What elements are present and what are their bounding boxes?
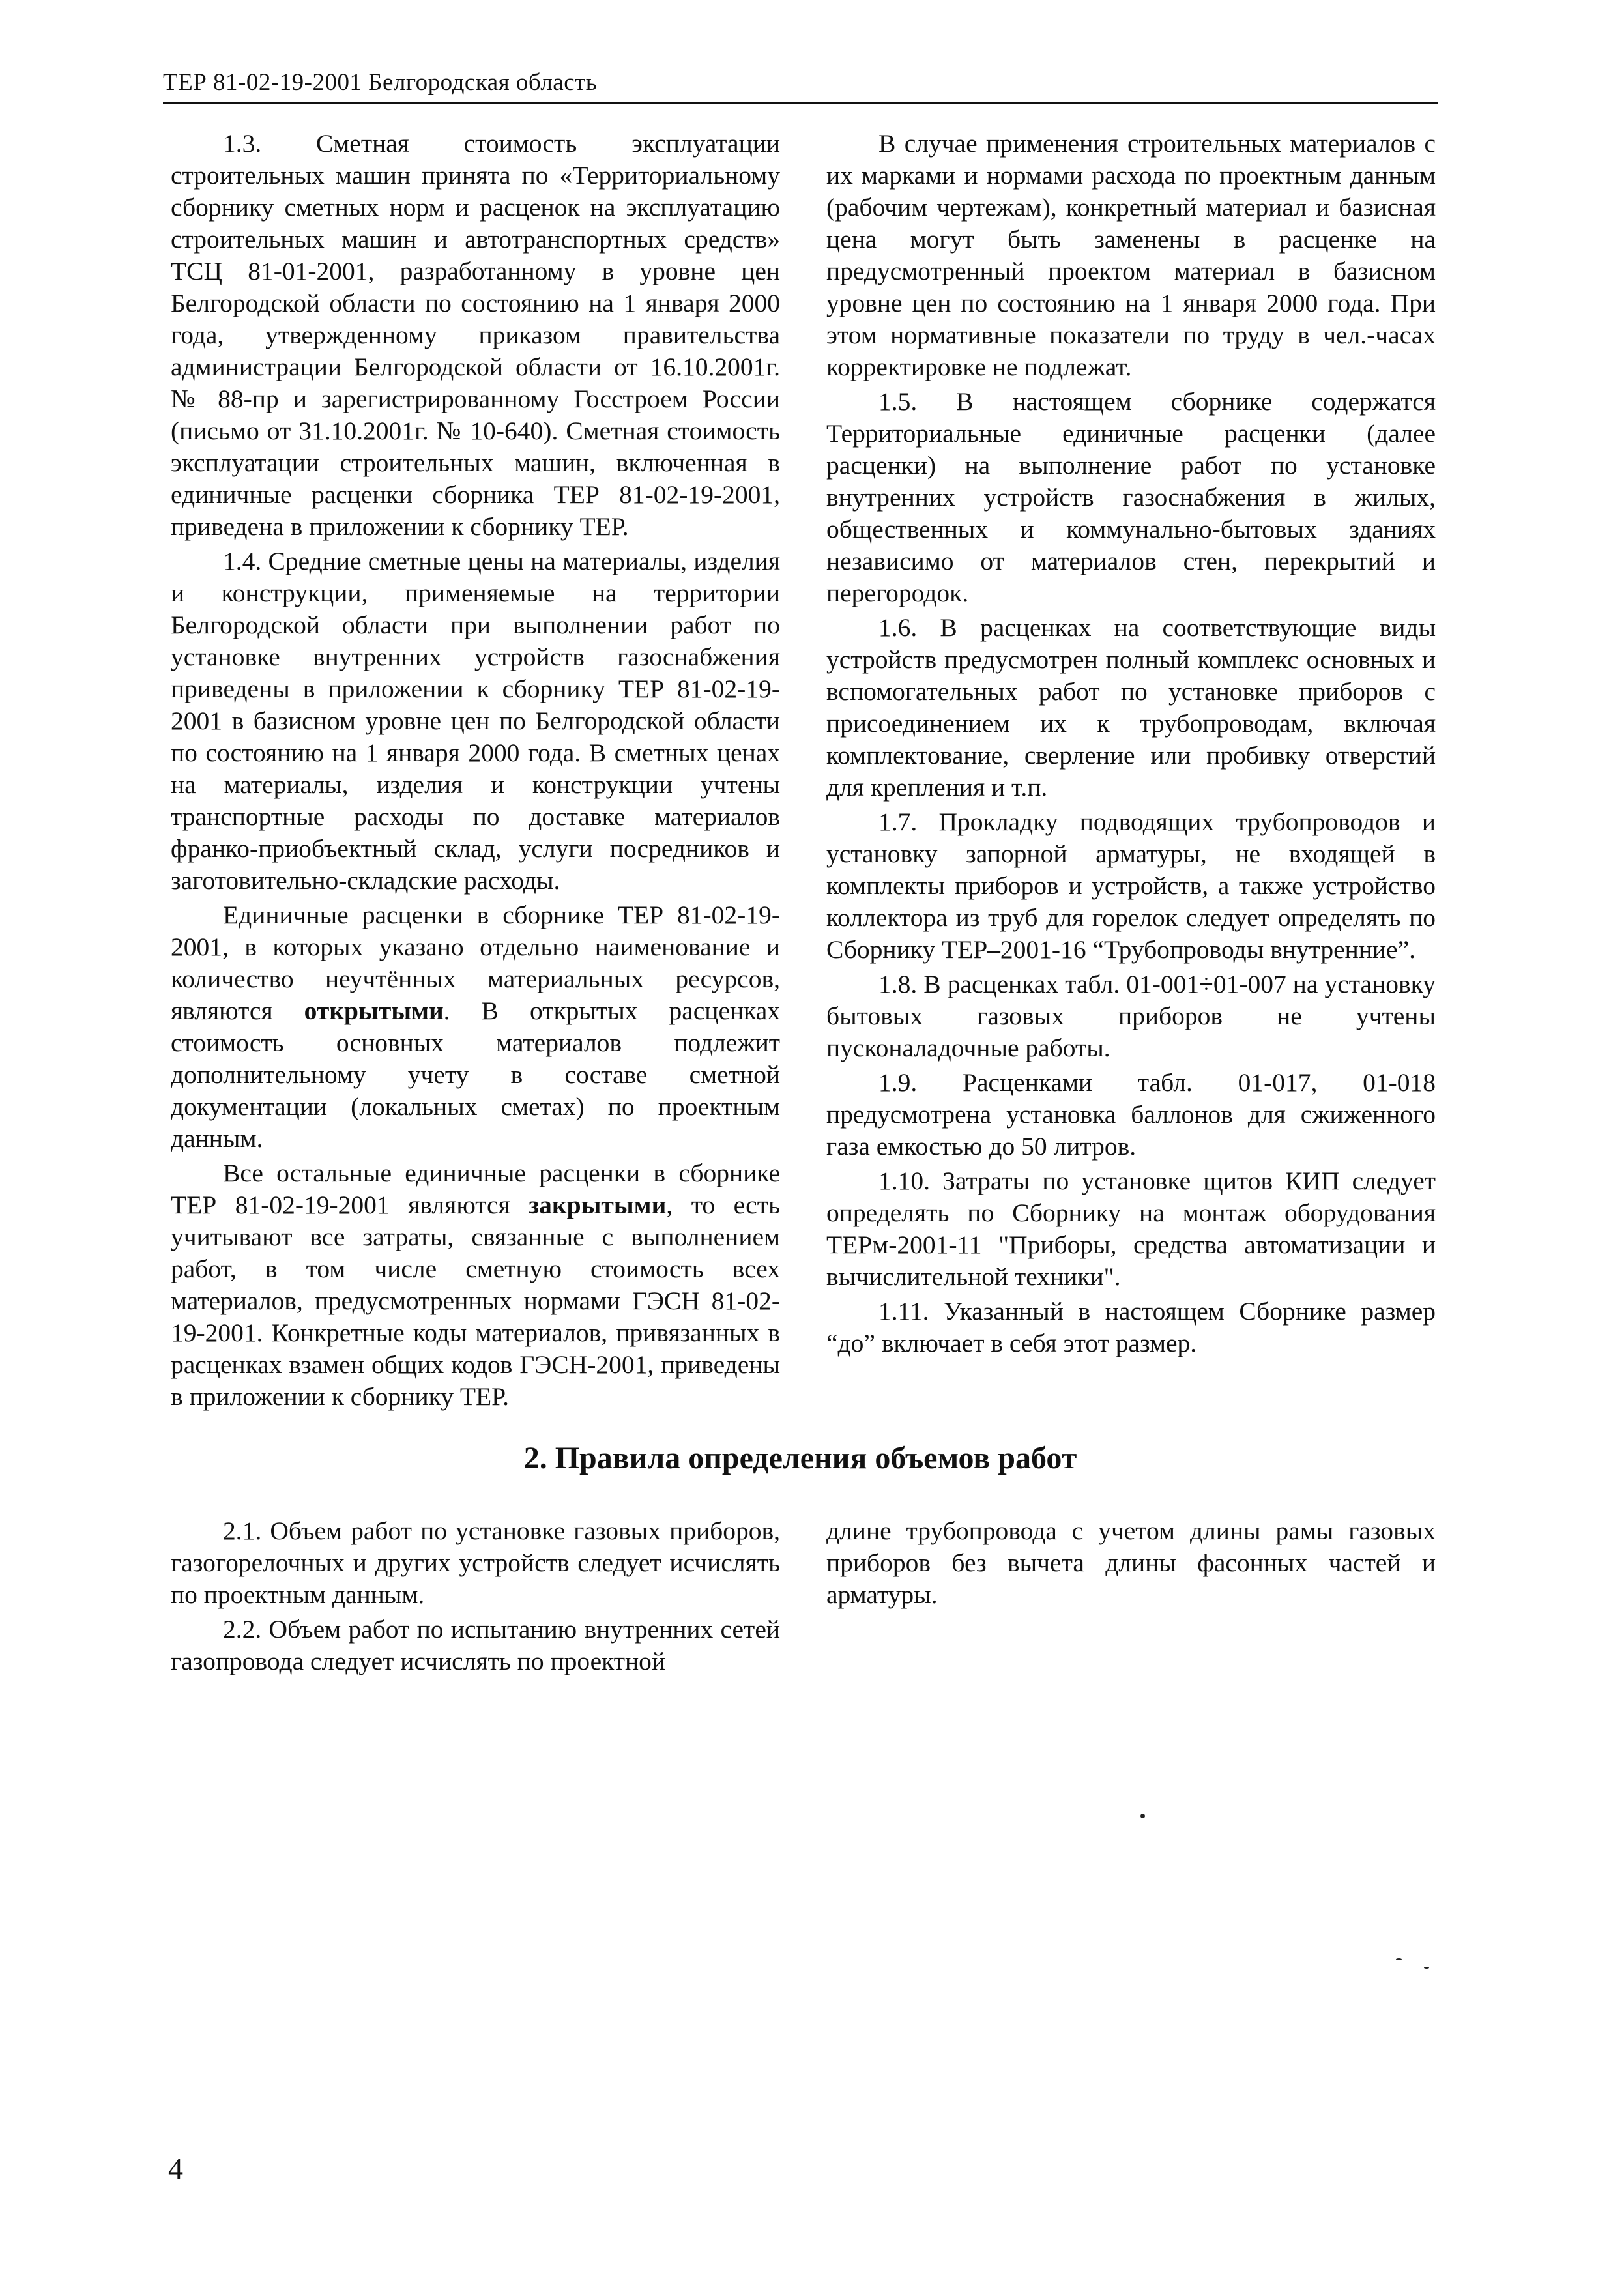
page-number: 4: [168, 2152, 183, 2185]
section-2-right-column: [826, 1515, 1436, 1614]
paragraph-1-6: 1.6. В расценках на соответствующие виды устройств предусмотрен полный комплекс основных и вспомогательных работ по установке приборов с присоединением их к трубопроводам, включая комплектование, сверление или пробивку отверстий для крепления и т.п.: [826, 613, 1436, 802]
intro-left-column: [171, 128, 780, 1415]
section-2-left-column: [171, 1515, 780, 1680]
paragraph-1-3: 1.3. Сметная стоимость эксплуатации строительных машин принята по «Территориальному сборнику сметных норм и расценок на эксплуатацию строительных машин и автотранспортных средств» ТСЦ 81-01-2001, разработанному в уровне цен Белгородской области по состоянию на 1 января 2000 года, утвержденному приказом правительства администрации Белгородской области от 16.10.2001г. № 88-пр и зарегистрированному Госстроем России (письмо от 31.10.2001г. № 10-640). Сметная стоимость эксплуатации строительных машин, включенная в единичные расценки сборника ТЕР 81-02-19-2001, приведена в приложении к сборнику ТЕР.: [171, 129, 780, 541]
paragraph-closed-rates: [171, 1157, 780, 1413]
paragraph-open-rates: [171, 899, 780, 1155]
paragraph-2-2: 2.2. Объем работ по испытанию внутренних сетей газопровода следует исчислять по проектной: [171, 1615, 780, 1675]
paragraph-1-4: 1.4. Средние сметные цены на материалы, изделия и конструкции, применяемые на территории Белгородской области при выполнении работ по установке внутренних устройств газоснабжения приведены в приложении к сборнику ТЕР 81-02-19-2001 в базисном уровне цен по Белгородской области по состоянию на 1 января 2000 года. В сметных ценах на материалы, изделия и конструкции учтены транспортные расходы по доставке материалов франко-приобъектный склад, услуги посредников и заготовительно-складские расходы.: [171, 547, 780, 895]
paragraph-text: . В открытых расценках стоимость основных материалов подлежит дополнительному учету в составе сметной документации (локальных сметах) по проектным данным.: [171, 996, 780, 1153]
paragraph-1-8: 1.8. В расценках табл. 01-001÷01-007 на установку бытовых газовых приборов не учтены пусконаладочные работы.: [826, 970, 1436, 1062]
running-header: ТЕР 81-02-19-2001 Белгородская область: [163, 66, 1438, 104]
emphasis-closed: закрытыми: [529, 1191, 667, 1219]
paragraph-1-9: 1.9. Расценками табл. 01-017, 01-018 предусмотрена установка баллонов для сжиженного газа емкостью до 50 литров.: [826, 1068, 1436, 1161]
paragraph-2-2-continued: длине трубопровода с учетом длины рамы газовых приборов без вычета длины фасонных частей и арматуры.: [826, 1516, 1436, 1609]
emphasis-open: открытыми: [304, 996, 444, 1025]
paragraph-materials-replacement: В случае применения строительных материалов с их марками и нормами расхода по проектным данным (рабочим чертежам), конкретный материал и базисная цена могут быть заменены в расценке на предусмотренный проектом материал в базисном уровне цен по состоянию на 1 января 2000 года. При этом нормативные показатели по труду в чел.-часах корректировке не подлежат.: [826, 129, 1436, 381]
paragraph-text: , то есть учитывают все затраты, связанные с выполнением работ, в том числе сметную стоимость всех материалов, предусмотренных нормами ГЭСН 81-02-19-2001. Конкретные коды материалов, привязанных в расценках взамен общих кодов ГЭСН-2001, приведены в приложении к сборнику ТЕР.: [171, 1191, 780, 1411]
scan-speck: [1424, 1967, 1429, 1969]
intro-right-column: [826, 128, 1436, 1362]
paragraph-text: Единичные расценки в сборнике ТЕР 81-02-19-2001, в которых указано отдельно наименование и количество неучтённых материальных ресурсов, являются: [171, 901, 780, 1025]
paragraph-text: Все остальные единичные расценки в сборнике ТЕР 81-02-19-2001 являются: [171, 1159, 780, 1219]
scan-speck: [1140, 1814, 1145, 1818]
paragraph-1-10: 1.10. Затраты по установке щитов КИП следует определять по Сборнику на монтаж оборудования ТЕРм-2001-11 "Приборы, средства автоматизации и вычислительной техники".: [826, 1167, 1436, 1291]
section-2-title: 2. Правила определения объемов работ: [523, 1441, 1077, 1475]
paragraph-2-1: 2.1. Объем работ по установке газовых приборов, газогорелочных и других устройств следует исчислять по проектным данным.: [171, 1516, 780, 1609]
paragraph-1-11: 1.11. Указанный в настоящем Сборнике размер “до” включает в себя этот размер.: [826, 1297, 1436, 1357]
scan-speck: [1396, 1958, 1402, 1960]
paragraph-1-5: 1.5. В настоящем сборнике содержатся Территориальные единичные расценки (далее расценки) на выполнение работ по установке внутренних устройств газоснабжения в жилых, общественных и коммунально-бытовых зданиях независимо от материалов стен, перекрытий и перегородок.: [826, 387, 1436, 607]
paragraph-1-7: 1.7. Прокладку подводящих трубопроводов и установку запорной арматуры, не входящей в комплекты приборов и устройств, а также устройство коллектора из труб для горелок следует определять по Сборнику ТЕР–2001-16 “Трубопроводы внутренние”.: [826, 807, 1436, 964]
